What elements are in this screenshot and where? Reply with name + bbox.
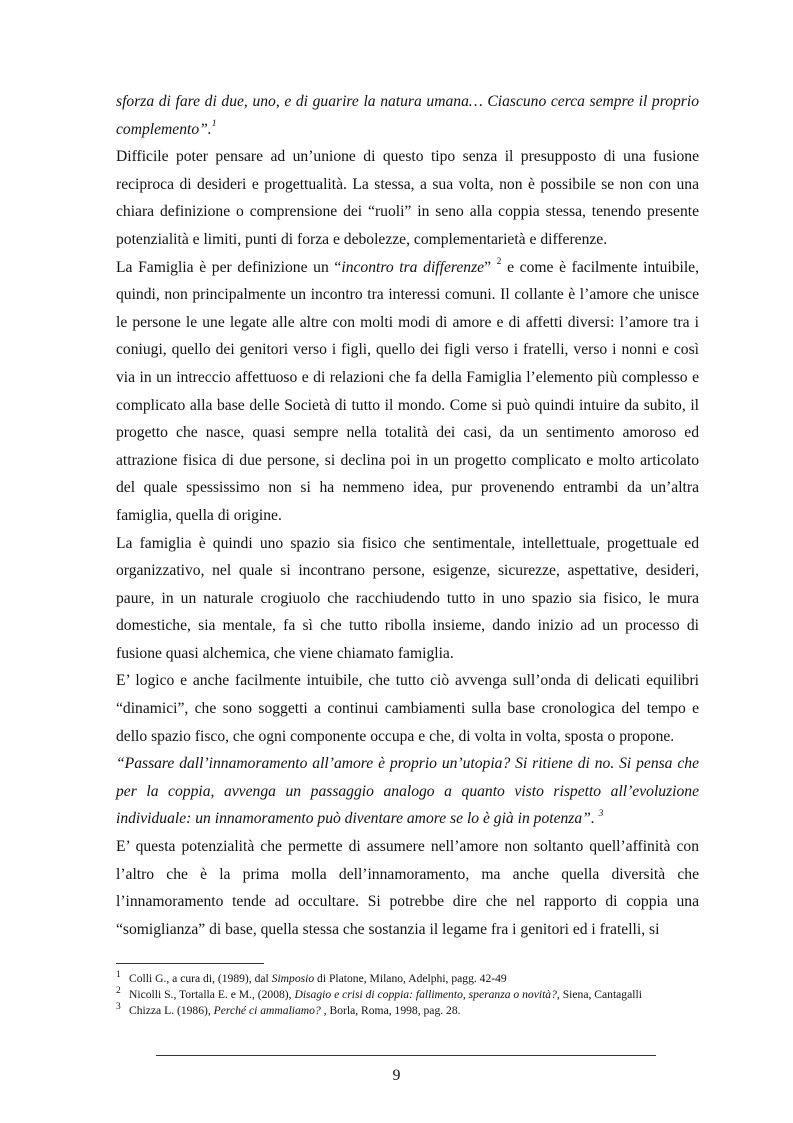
footnote-number: 1: [116, 970, 121, 980]
footnote-number: 3: [116, 1002, 121, 1012]
paragraph-spazio: La famiglia è quindi uno spazio sia fisico che sentimentale, intellettuale, progettuale ed organizzativo, nel quale si incontrano persone, esigenze, sicurezze, aspettative, desideri, paure, in un naturale crogiuolo che racchiudendo tutto in uno spazio sia fisico, le mura domestiche, sia mentale, fa sì che tutto ribolla insieme, dando inizio ad un processo di fusione quasi alchemica, che viene chiamato famiglia.: [116, 534, 699, 662]
paragraph-quote-simposio: sforza di fare di due, uno, e di guarire la natura umana… Ciascuno cerca sempre il proprio complemento”.$^1$: [116, 93, 699, 138]
paragraph-fusione: Difficile poter pensare ad un’unione di questo tipo senza il presupposto di una fusione reciproca di desideri e progettualità. La stessa, a sua volta, non è possibile se non con una chiara definizione o comprensione dei “ruoli” in seno alla coppia stessa, tenendo presente potenzialità e limiti, punti di forza e debolezze, complementarietà e differenze.: [116, 148, 699, 248]
paragraph-potenzialita: E’ questa potenzialità che permette di assumere nell’amore non soltanto quell’affinità con l’altro che è la prima molla dell’innamoramento, ma anche quella diversità che l’innamoramento tende ad occultare. Si potrebbe dire che nel rapporto di coppia una “somiglianza” di base, quella stessa che sostanzia il legame fra i genitori ed i fratelli, si: [116, 838, 699, 938]
footnote-ref-3[interactable]: 3: [598, 809, 604, 820]
paragraph-quote-innamoramento: “Passare dall’innamoramento all’amore è proprio un’utopia? Si ritiene di no. Si pensa che per la coppia, avvenga un passaggio analogo a quanto visto rispetto all’evoluzione individuale: un innamoramento può diventare amore se lo è già in potenza”. $^3$: [116, 755, 699, 828]
footer-rule: [156, 1055, 656, 1056]
footnote-separator: [116, 963, 264, 964]
footnote-3: 3 Chizza L. (1986), Perché ci ammaliamo? , Borla, Roma, 1998, pag. 28.: [116, 1002, 461, 1017]
footnote-1: 1 Colli G., a cura di, (1989), dal Simposio di Platone, Milano, Adelphi, pagg. 42-49: [116, 970, 507, 985]
paragraph-equilibri: E’ logico e anche facilmente intuibile, che tutto ciò avvenga sull’onda di delicati equilibri “dinamici”, che sono soggetti a continui cambiamenti sulla base cronologica del tempo e dello spazio fisco, che ogni componente occupa e che, di volta in volta, sposta o propone.: [116, 672, 699, 745]
paragraph-famiglia-definizione: La Famiglia è per definizione un “incontro tra differenze” $^2$ e come è facilmente intuibile, quindi, non principalmente un incontro tra interessi comuni. Il collante è l’amore che unisce le persone le une legate alle altre con molti modi di amore e di affetti diversi: l’amore tra i coniugi, quello dei genitori verso i figli, quello dei figli verso i fratelli, verso i nonni e così via in un intreccio affettuoso e di relazioni che fa della Famiglia l’elemento più complesso e complicato alla base delle Società di tutto il mondo. Come si può quindi intuire da subito, il progetto che nasce, quasi sempre nella totalità dei casi, da un sentimento amoroso ed attrazione fisica di due persone, si declina poi in un progetto complicato e molto articolato del quale spessissimo non si ha nemmeno idea, pur provenendo entrambi da un’altra famiglia, quella di origine.: [116, 257, 700, 524]
footnote-number: 2: [116, 986, 121, 996]
footnote-ref-2[interactable]: 2: [496, 257, 502, 268]
footnote-ref-1[interactable]: 1: [211, 119, 217, 130]
page-number: 9: [392, 1067, 401, 1084]
footnote-2: 2 Nicolli S., Tortalla E. e M., (2008), Disagio e crisi di coppia: fallimento, speranza o novità?, Siena, Cantagalli: [116, 986, 642, 1001]
body-text: [116, 88, 699, 943]
footnotes: [116, 971, 699, 1018]
